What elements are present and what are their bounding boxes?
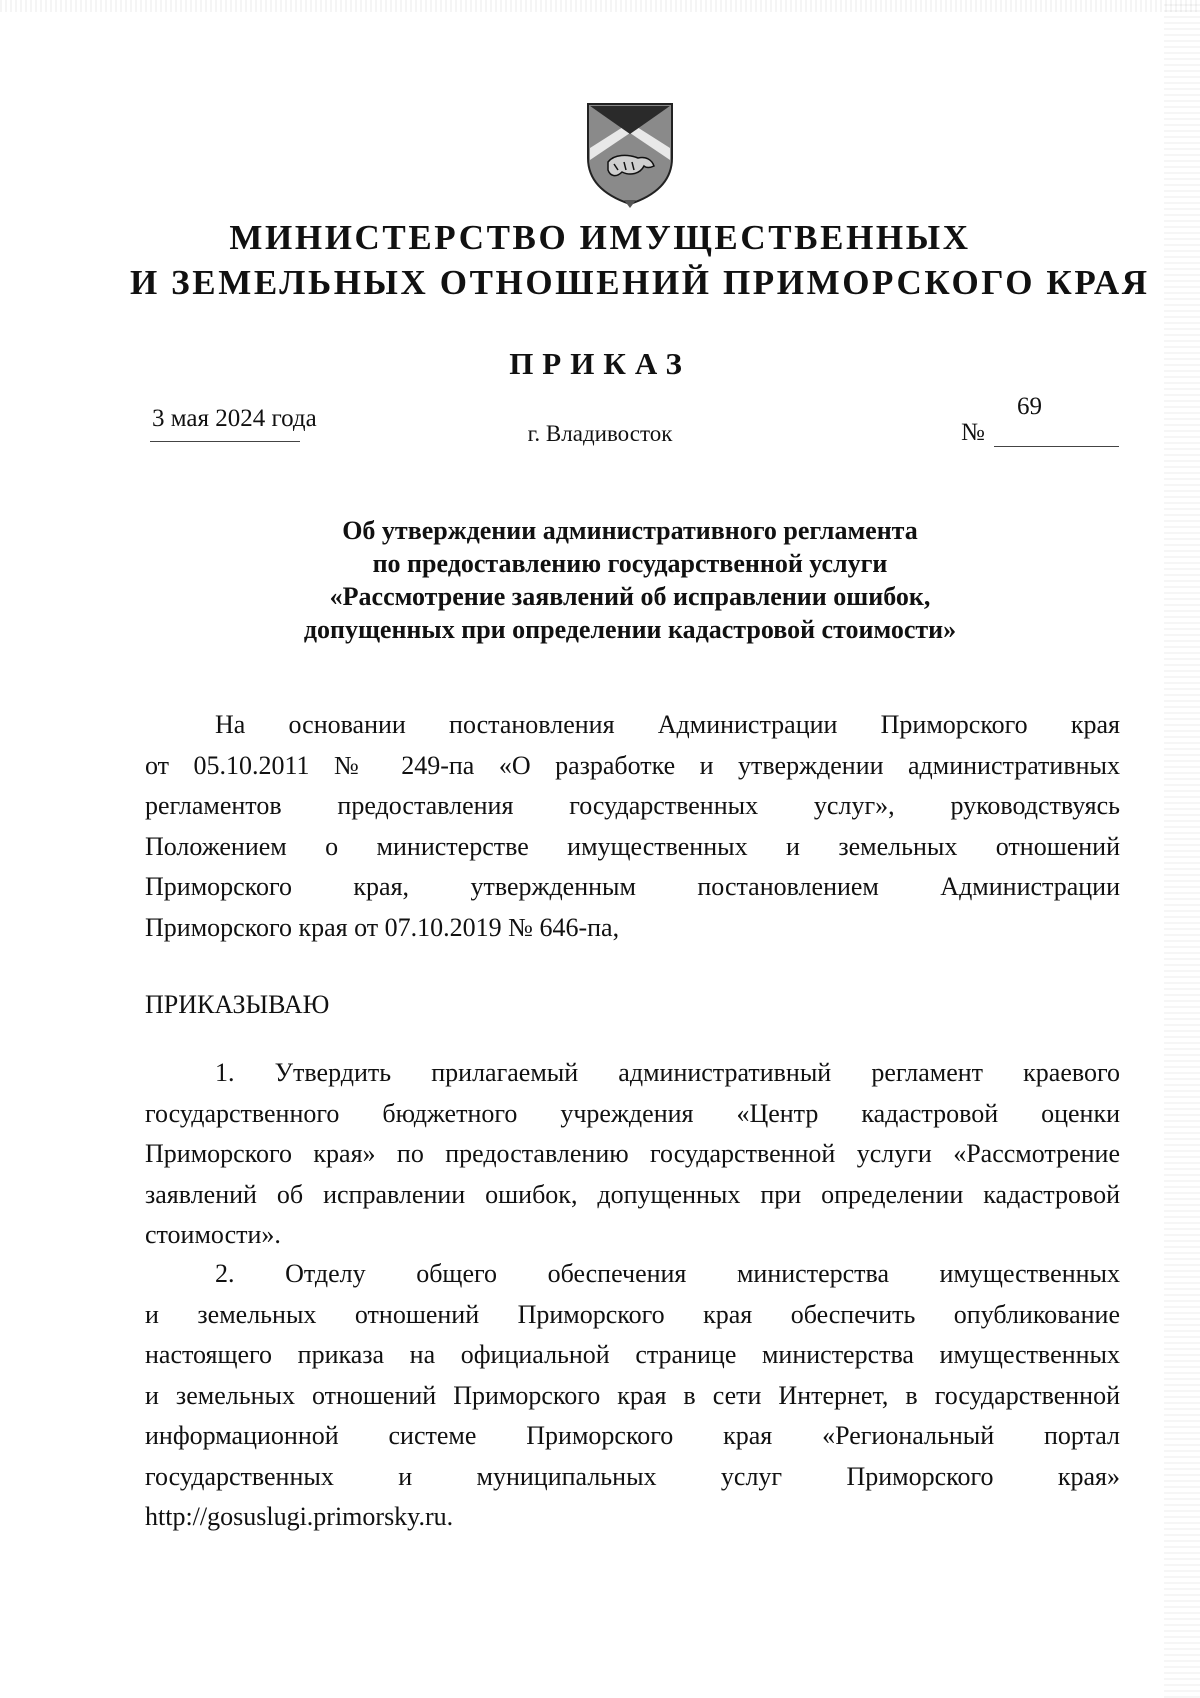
date-underline (150, 441, 300, 442)
text-line: Приморского края» по предоставлению государственной услуги «Рассмотрение (145, 1139, 1120, 1168)
text-line: и земельных отношений Приморского края в сети Интернет, в государственной (145, 1380, 1120, 1410)
order-item-2 (145, 1254, 1120, 1538)
text-line: и земельных отношений Приморского края обеспечить опубликование (145, 1299, 1120, 1329)
text-line: регламентов предоставления государственных услуг», руководствуясь (145, 791, 1120, 820)
text-line: На основании постановления Администрации Приморского края (215, 710, 1120, 739)
text-line: заявлений об исправлении ошибок, допущенных при определении кадастровой (145, 1179, 1120, 1209)
ministry-name-line1: МИНИСТЕРСТВО ИМУЩЕСТВЕННЫХ (229, 218, 971, 257)
number-sign: № (961, 419, 985, 446)
text-line: от 05.10.2011 № 249-па «О разработке и утверждении административных (145, 750, 1120, 780)
text-line: стоимости». (145, 1220, 281, 1249)
portal-link-text: http://gosuslugi.primorsky.ru. (145, 1502, 454, 1531)
text-line: 2. Отделу общего обеспечения министерства имущественных (215, 1259, 1120, 1288)
document-number: 69 (1017, 393, 1042, 420)
subject-line: Об утверждении административного регламента (342, 516, 918, 545)
number-underline (994, 446, 1119, 447)
text-line: государственных и муниципальных услуг Приморского края» (145, 1461, 1120, 1491)
document-date: 3 мая 2024 года (152, 405, 317, 432)
text-line: Положением о министерстве имущественных и земельных отношений (145, 831, 1120, 861)
text-line: настоящего приказа на официальной странице министерства имущественных (145, 1340, 1120, 1369)
coat-of-arms-icon (584, 100, 676, 212)
text-line: информационной системе Приморского края «Региональный портал (145, 1421, 1120, 1450)
subject-line: допущенных при определении кадастровой стоимости» (303, 615, 957, 644)
text-line: Приморского края от 07.10.2019 № 646-па, (145, 912, 620, 942)
text-line: 1. Утвердить прилагаемый административный регламент краевого (215, 1058, 1120, 1087)
document-city: г. Владивосток (527, 421, 673, 446)
document-type-title: ПРИКАЗ (509, 346, 691, 381)
scan-artifact-top (0, 0, 1200, 12)
subject-line: по предоставлению государственной услуги (372, 549, 888, 578)
ministry-name-line2: И ЗЕМЕЛЬНЫХ ОТНОШЕНИЙ ПРИМОРСКОГО КРАЯ (130, 263, 1150, 302)
scan-artifact-edge (1164, 0, 1200, 1698)
document-subject (150, 514, 1110, 646)
order-directive-word: ПРИКАЗЫВАЮ (145, 990, 330, 1019)
order-item-1 (145, 1053, 1120, 1256)
text-line: Приморского края, утвержденным постановлением Администрации (145, 872, 1120, 901)
subject-line: «Рассмотрение заявлений об исправлении ошибок, (329, 582, 931, 611)
preamble-paragraph (145, 705, 1120, 948)
text-line: государственного бюджетного учреждения «Центр кадастровой оценки (145, 1098, 1120, 1128)
